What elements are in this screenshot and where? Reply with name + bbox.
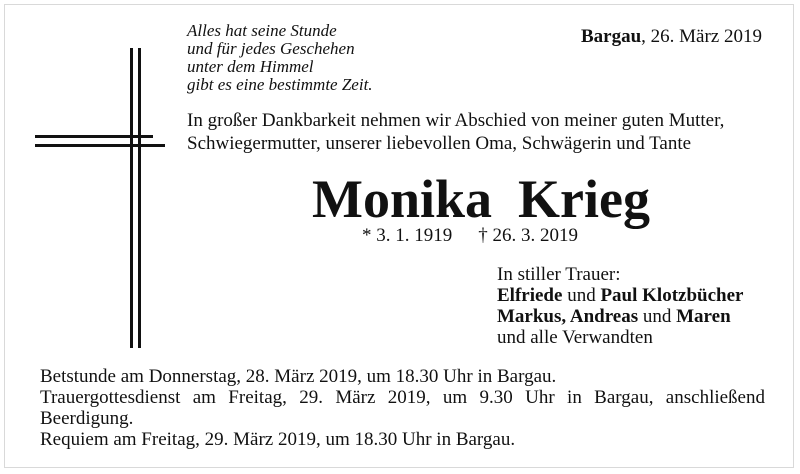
mourners-block: [497, 264, 743, 348]
place: Bargau: [580, 26, 642, 47]
trauergottesdienst-text: Trauergottesdienst am Freitag, 29. März 2019, um 9.30 Uhr in Bargau, anschließend: [40, 387, 765, 408]
mourners-row: [497, 306, 743, 327]
requiem-text: Requiem am Freitag, 29. März 2019, um 18.30 Uhr in Bargau.: [40, 429, 516, 450]
beerdigung-text: Beerdigung.: [40, 408, 134, 429]
cross-horizontal-bar: [35, 135, 153, 138]
betstunde-text: Betstunde am Donnerstag, 28. März 2019, um 18.30 Uhr in Bargau.: [40, 366, 557, 387]
mourners-heading: In stiller Trauer:: [497, 264, 621, 285]
bible-quote: [187, 22, 487, 94]
quote-line: gibt es eine bestimmte Zeit.: [187, 75, 373, 94]
date: , 26. März 2019: [641, 26, 762, 47]
mourner-name: Markus, Andreas: [497, 306, 639, 327]
joiner: und: [562, 285, 601, 306]
life-dates: [362, 224, 578, 248]
latin-cross-icon: [35, 48, 165, 348]
first-name: Monika: [312, 169, 493, 229]
intro-line: In großer Dankbarkeit nehmen wir Abschied von meiner guten Mutter,: [187, 110, 725, 131]
last-name: Krieg: [518, 169, 650, 229]
mourner-name: Paul Klotzbücher: [600, 285, 744, 306]
place-date: [581, 26, 762, 48]
mourner-name: Elfriede: [497, 285, 563, 306]
cross-vertical-bar: [130, 48, 133, 348]
cross-vertical-bar: [138, 48, 141, 348]
birth-date: * 3. 1. 1919: [362, 225, 453, 246]
mourner-name: Maren: [676, 306, 731, 327]
intro-text: [187, 109, 777, 155]
joiner: und: [638, 306, 677, 327]
death-date: † 26. 3. 2019: [478, 225, 578, 246]
mourners-row: [497, 285, 743, 306]
mourners-row: und alle Verwandten: [497, 327, 653, 348]
quote-line: Alles hat seine Stunde: [187, 21, 337, 40]
cross-horizontal-bar: [35, 144, 165, 147]
quote-line: und für jedes Geschehen: [187, 39, 355, 58]
quote-line: unter dem Himmel: [187, 57, 314, 76]
service-info: [40, 366, 765, 450]
intro-line: Schwiegermutter, unserer liebevollen Oma, Schwägerin und Tante: [187, 133, 692, 154]
